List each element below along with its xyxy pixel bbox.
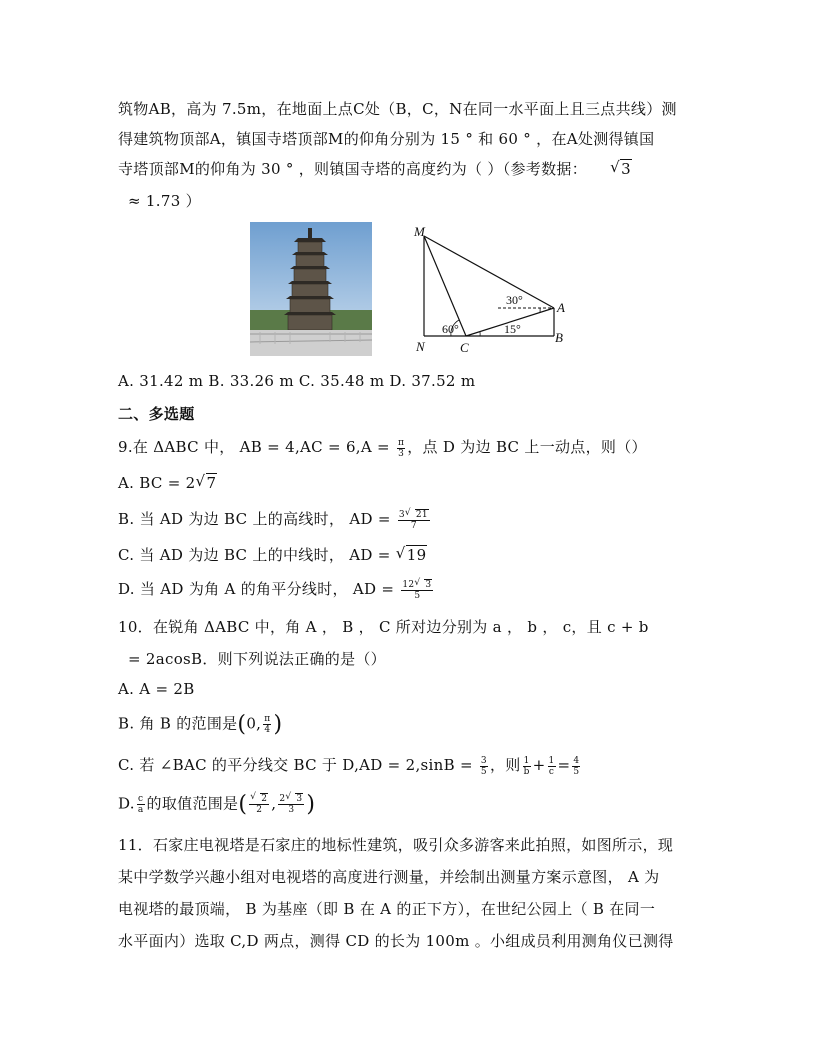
label-B: B [555,330,563,345]
q9-stem-b: ，点 D 为边 BC 上一动点，则（） [407,438,647,456]
label-C: C [460,340,469,355]
angle-60: 60° [442,322,459,336]
q10-option-d: D. $\frac{c}{a}$ 的取值范围是( √ $\frac{2}{2}$ , $\frac{2√ 3}{3}$ ) [118,792,315,817]
label-A: A [557,300,565,315]
label-M: M [414,224,425,239]
q9-stem [118,436,647,459]
text-line-3 [118,158,632,179]
q9-option-b: B. 当 AD 为边 BC 上的高线时， AD = $\frac{3√ 21}{7}$ [118,508,432,531]
q10-stem-2: = 2acosB．则下列说法正确的是（） [128,650,386,668]
q11-line-1: 11．石家庄电视塔是石家庄的地标性建筑，吸引众多游客来此拍照，如图所示，现 [118,836,674,854]
text-line-3-body: 寺塔顶部M的仰角为 30 ° ，则镇国寺塔的高度约为（ ）（参考数据： [118,160,588,178]
q9-option-c: C. 当 AD 为边 BC 上的中线时， AD = √ 19 [118,544,427,565]
q10-stem-1: 10．在锐角 ΔABC 中，角 A ， B ， C 所对边分别为 a ， b ， c，且 c + b [118,618,649,636]
q9-option-a: A. BC = 2√ 7 [118,474,217,492]
sqrt-3: √ 3 [610,160,632,178]
text-line-4: ≈ 1.73 ） [128,192,201,210]
q11-line-2: 某中学数学兴趣小组对电视塔的高度进行测量，并绘制出测量方案示意图， A 为 [118,868,660,886]
section-title: 二、多选题 [118,405,195,423]
pagoda-photo [250,222,372,356]
q10-option-c: C. 若 ∠BAC 的平分线交 BC 于 D,AD = 2,sinB = $\frac{3}{5}$ ，则 $\frac{1}{b}$ + $\frac{1}{c}$ = $\frac{4}{5}$ [118,755,580,777]
q10-option-b: B. 角 B 的范围是(0, $\frac{\pi}{4}$ ) [118,712,283,737]
q10-option-a: A. A = 2B [118,680,195,698]
q9-fraction: $\frac{\pi}{3}$ [398,437,405,459]
q8-options: A. 31.42 m B. 33.26 m C. 35.48 m D. 37.52 m [118,372,476,390]
q11-line-4: 水平面内）选取 C,D 两点，测得 CD 的长为 100m 。小组成员利用测角仪已测得 [118,932,674,950]
angle-30: 30° [506,293,523,307]
text-line-2: 得建筑物顶部A，镇国寺塔顶部M的仰角分别为 15 ° 和 60 ° ，在A处测得镇国 [118,130,655,148]
q9-option-d: D. 当 AD 为角 A 的角平分线时， AD = $\frac{12√ 3}{5}$ [118,578,435,601]
text-line-1: 筑物AB，高为 7.5m，在地面上点C处（B，C，N在同一水平面上且三点共线）测 [118,100,677,118]
geometry-diagram [410,222,580,358]
angle-15: 15° [504,322,521,336]
q9-stem-a: 9.在 ΔABC 中， AB = 4,AC = 6,A = [118,438,395,456]
label-N: N [416,339,425,354]
q11-line-3: 电视塔的最顶端， B 为基座（即 B 在 A 的正下方），在世纪公园上（ B 在同一 [118,900,656,918]
